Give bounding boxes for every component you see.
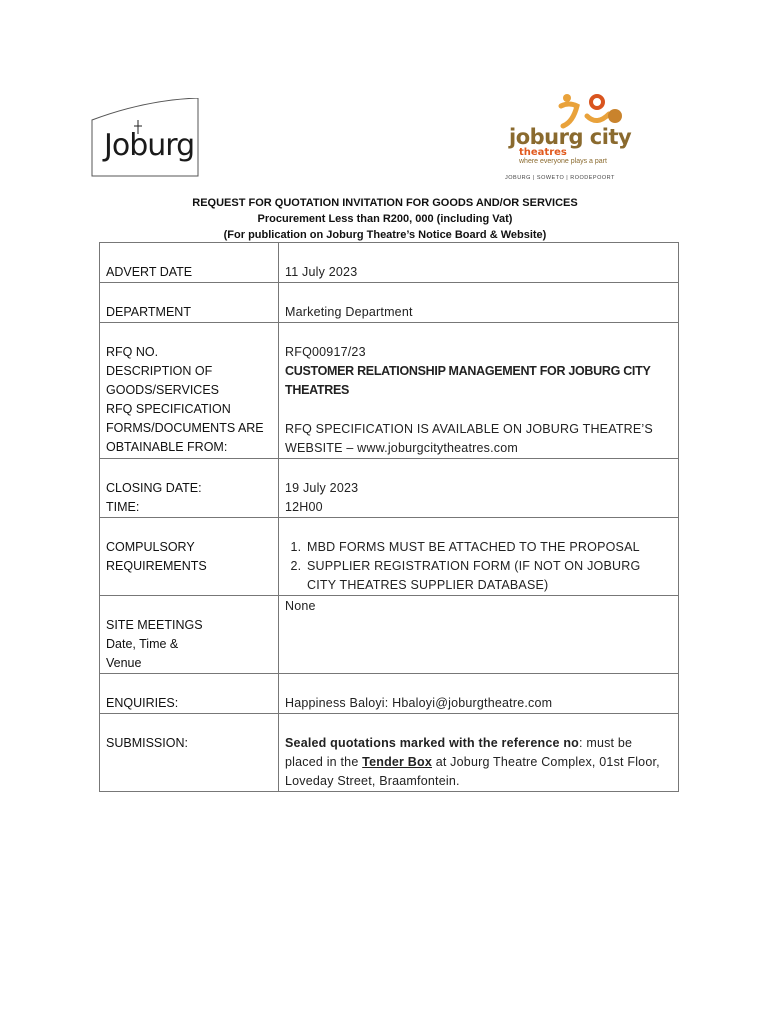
compulsory-item-2: 2. SUPPLIER REGISTRATION FORM (IF NOT ON JOBURG CITY THEATRES SUPPLIER DATABASE) <box>305 557 672 595</box>
enquiries-value: Happiness Baloyi: Hbaloyi@joburgtheatre.com <box>279 674 679 714</box>
advert-date-label: ADVERT DATE <box>100 243 279 283</box>
description-label: DESCRIPTION OF GOODS/SERVICES <box>106 364 219 397</box>
heading-line2: Procurement Less than R200, 000 (including Vat) <box>257 213 513 225</box>
compulsory-item-1: 1. MBD FORMS MUST BE ATTACHED TO THE PROPOSAL <box>305 538 672 557</box>
description-value: CUSTOMER RELATIONSHIP MANAGEMENT FOR JOBURG CITY THEATRES <box>285 364 651 397</box>
document-heading <box>100 195 670 243</box>
joburg-city-theatres-logo <box>505 92 655 182</box>
row-compulsory <box>100 518 679 596</box>
advert-date-value: 11 July 2023 <box>279 243 679 283</box>
time-value: 12H00 <box>285 500 323 514</box>
site-meetings-label-2: Date, Time & <box>106 637 179 651</box>
submission-label: SUBMISSION: <box>100 714 279 792</box>
closing-date-label: CLOSING DATE: <box>106 481 202 495</box>
closing-date-value: 19 July 2023 <box>285 481 359 495</box>
site-meetings-label-1: SITE MEETINGS <box>106 618 203 632</box>
specification-value: RFQ SPECIFICATION IS AVAILABLE ON JOBURG THEATRE’S WEBSITE – www.joburgcitytheatres.com <box>285 422 653 455</box>
row-advert-date <box>100 243 679 283</box>
specification-label: RFQ SPECIFICATION FORMS/DOCUMENTS ARE OBTAINABLE FROM: <box>106 402 264 454</box>
department-label: DEPARTMENT <box>100 283 279 323</box>
compulsory-label: COMPULSORY REQUIREMENTS <box>100 518 279 596</box>
rfq-no-label: RFQ NO. <box>106 345 159 359</box>
submission-value <box>279 714 679 792</box>
theatres-brand-line2: theatres <box>519 147 567 158</box>
site-meetings-label-3: Venue <box>106 656 142 670</box>
row-closing <box>100 459 679 518</box>
row-submission <box>100 714 679 792</box>
compulsory-list <box>285 538 672 595</box>
site-meetings-value: None <box>279 596 679 674</box>
time-label: TIME: <box>106 500 140 514</box>
rfq-table <box>99 242 679 792</box>
joburg-logo-text: Joburg <box>104 128 195 163</box>
tender-box: Tender Box <box>362 755 433 769</box>
enquiries-label: ENQUIRIES: <box>100 674 279 714</box>
submission-text2: at Joburg Theatre Complex, 01st Floor, Loveday Street, Braamfontein. <box>285 755 660 788</box>
heading-line1: REQUEST FOR QUOTATION INVITATION FOR GOODS AND/OR SERVICES <box>192 197 578 209</box>
joburg-logo <box>90 98 200 178</box>
row-department <box>100 283 679 323</box>
department-value: Marketing Department <box>279 283 679 323</box>
heading-line3: (For publication on Joburg Theatre’s Notice Board & Website) <box>223 229 547 241</box>
row-rfq-details <box>100 323 679 459</box>
theatres-brand-line1: joburg city <box>509 125 632 149</box>
theatres-regions: JOBURG | SOWETO | ROODEPOORT <box>505 175 615 181</box>
row-enquiries <box>100 674 679 714</box>
submission-bold: Sealed quotations marked with the reference no <box>285 736 579 750</box>
theatres-tagline: where everyone plays a part <box>519 158 607 165</box>
submission-text1: : must be placed in the <box>285 736 633 769</box>
row-site-meetings <box>100 596 679 674</box>
rfq-no-value: RFQ00917/23 <box>285 345 366 359</box>
